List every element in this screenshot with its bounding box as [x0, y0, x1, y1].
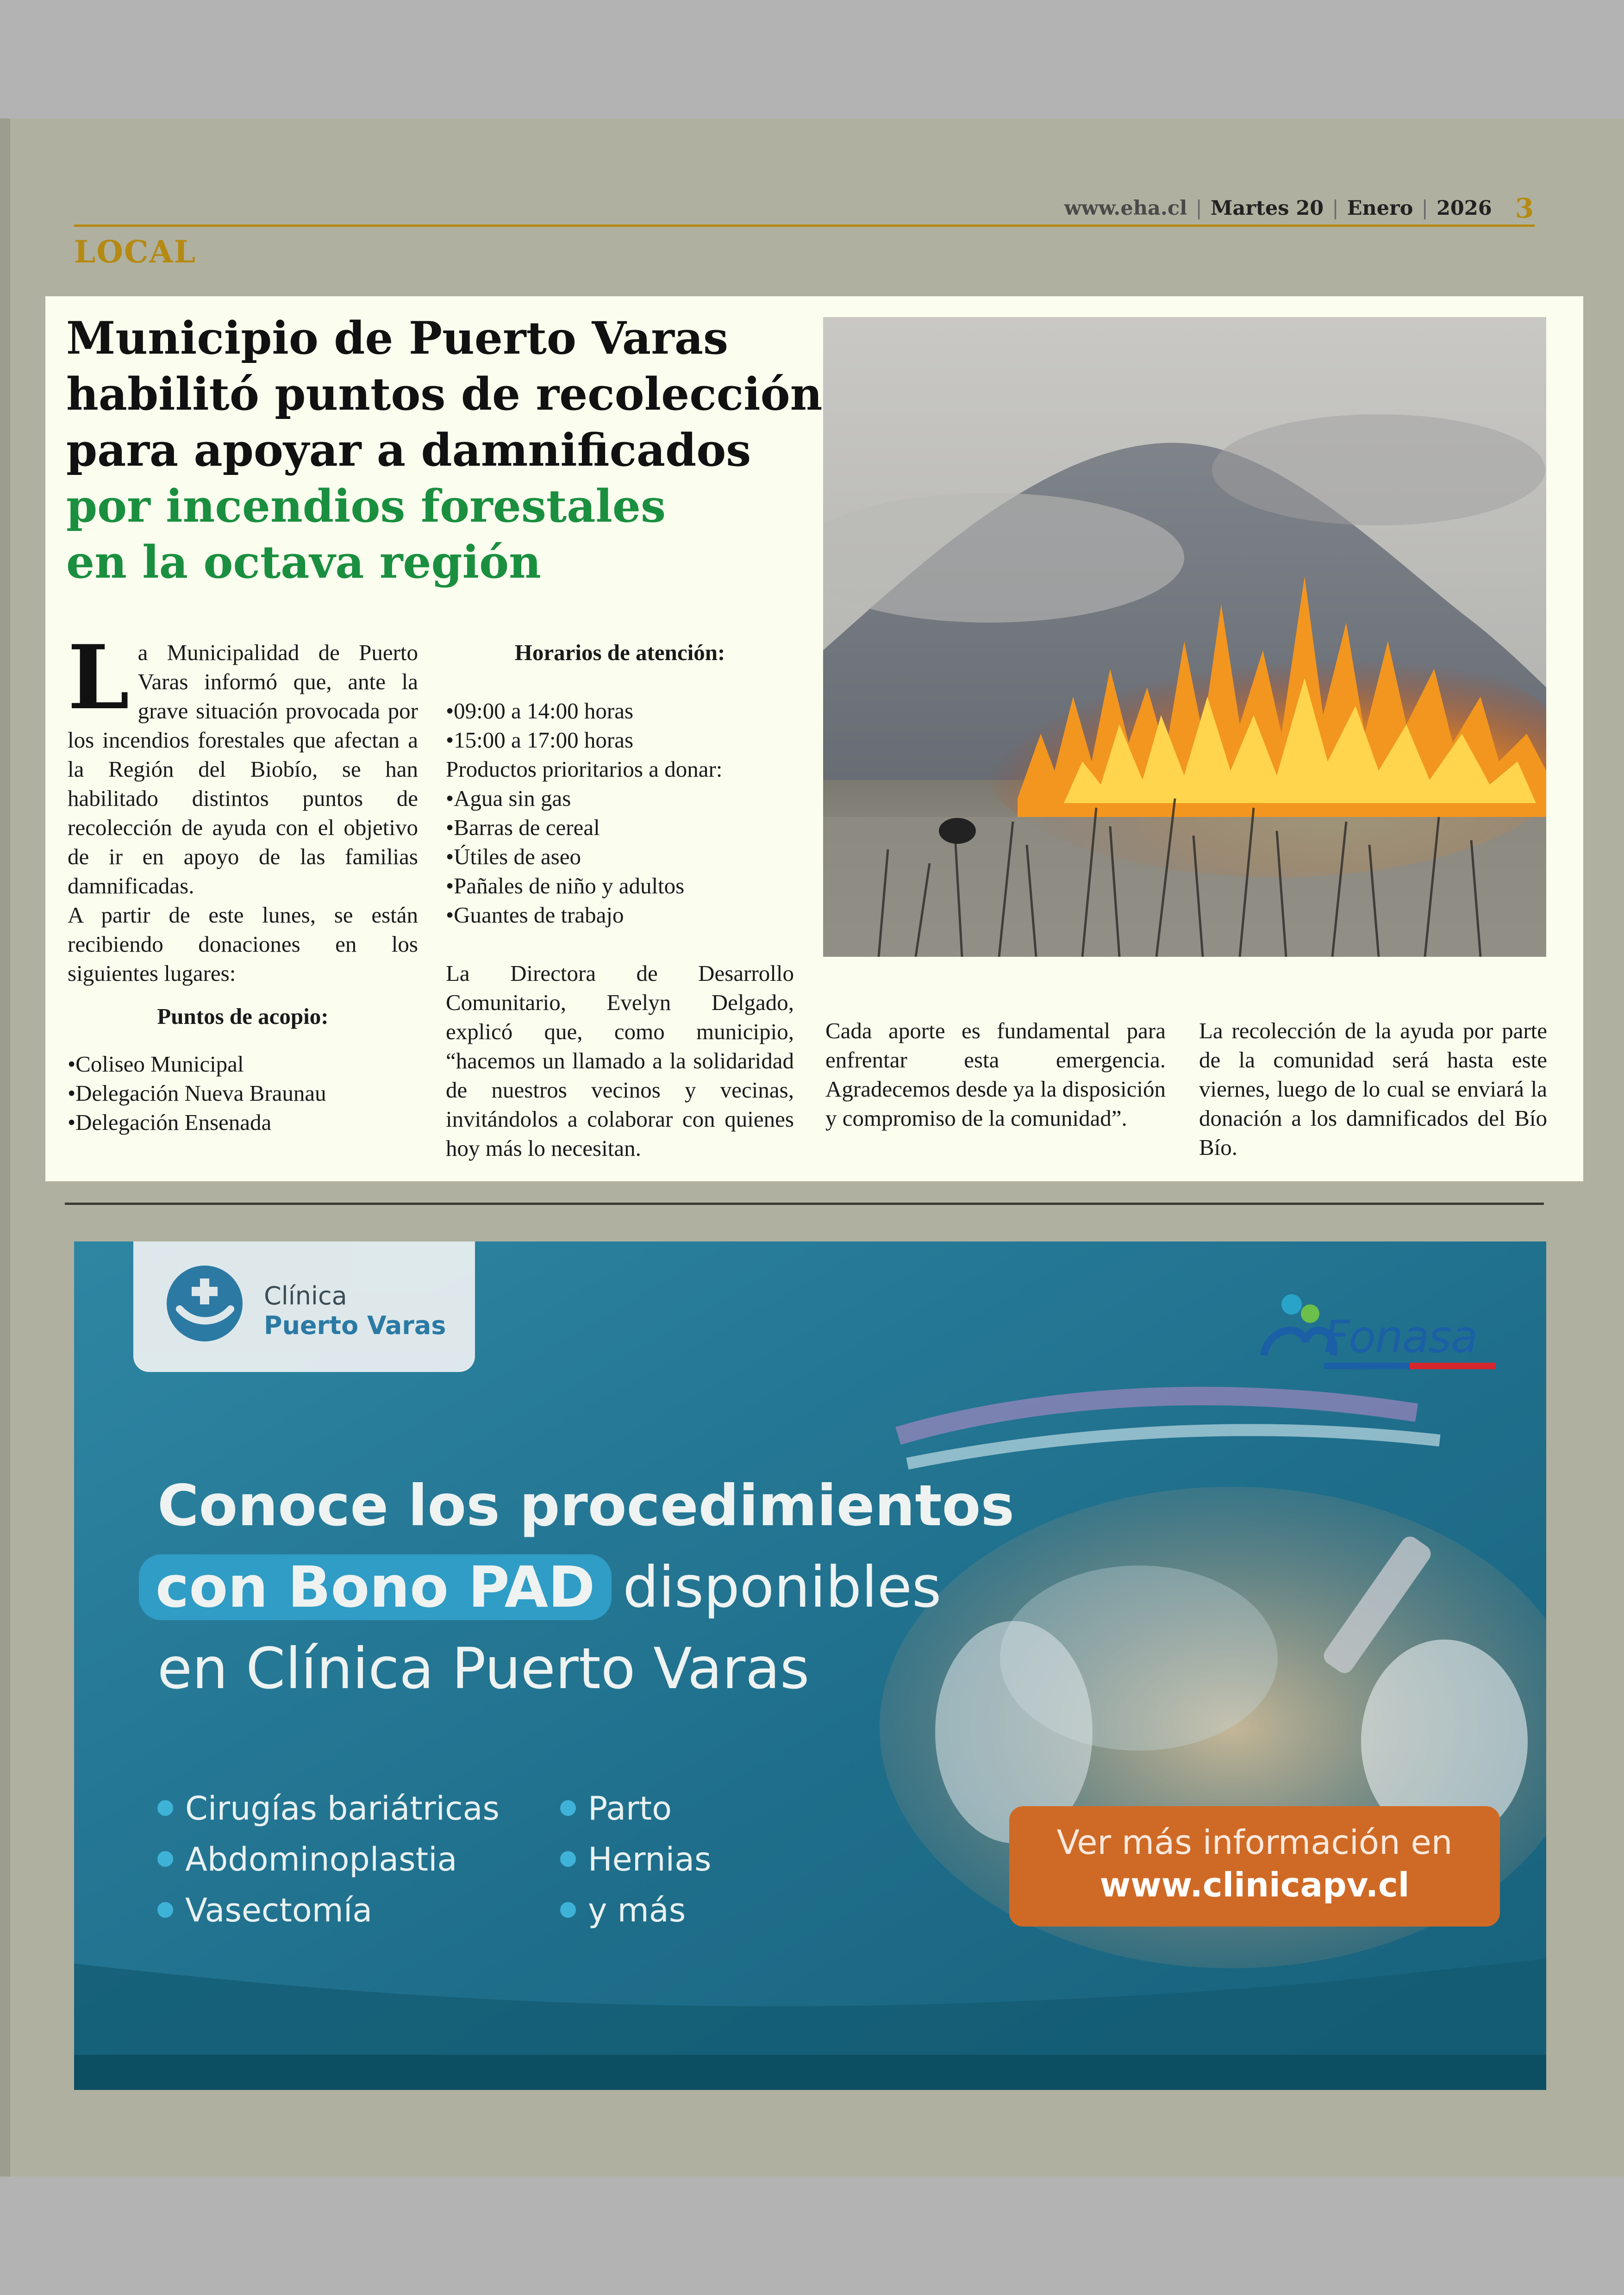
header-day: Martes 20	[1210, 197, 1324, 220]
spacer	[446, 667, 794, 696]
header-separator: |	[1332, 197, 1339, 220]
page-header	[1064, 194, 1534, 222]
producto-item: • Guantes de trabajo	[446, 900, 794, 929]
clinic-advertisement[interactable]	[74, 1241, 1546, 2090]
acopio-item: • Coliseo Municipal	[68, 1049, 418, 1079]
drop-cap: L	[68, 626, 130, 729]
spacer	[446, 929, 794, 959]
procedures-list-left	[157, 1783, 500, 1936]
article-column-4: La recolección de la ayuda por parte de la comunidad será hasta este viernes, luego de lo cual se enviará la donación a los damnificados del Bío Bío.	[1199, 1018, 1547, 1160]
article-box	[45, 296, 1583, 1181]
ad-footer-band	[74, 2055, 1546, 2090]
producto-item: • Útiles de aseo	[446, 842, 794, 871]
site-url[interactable]: www.eha.cl	[1064, 197, 1187, 220]
headline-line-green: por incendios forestales	[66, 480, 666, 532]
article-column-3: Cada aporte es fundamental para enfrentar esta emergencia. Agradecemos desde ya la disposición y compromiso de la comunidad”.	[825, 1018, 1166, 1131]
clinic-name-2: Puerto Varas	[264, 1311, 446, 1340]
procedure-label: Parto	[588, 1790, 672, 1827]
headline	[66, 310, 823, 590]
acopio-item: • Delegación Nueva Braunau	[68, 1079, 418, 1108]
bono-pad-pill: con Bono PAD	[139, 1554, 612, 1620]
bullet-dot	[157, 1851, 173, 1867]
headline-line-green: en la octava región	[66, 536, 541, 588]
ad-headline-2	[157, 1554, 941, 1620]
wildfire-photo	[823, 317, 1546, 957]
procedure-label: y más	[588, 1891, 686, 1929]
page-number: 3	[1515, 193, 1534, 224]
headline-line: Municipio de Puerto Varas	[66, 312, 729, 364]
header-separator: |	[1195, 197, 1202, 220]
intro-text: a Municipalidad de Puerto Varas informó que, ante la grave situación provocada por los incendios forestales que afectan a la Región del Biobío, se han habilitado distintos puntos de recolección de ayuda con el objetivo de ir en apoyo de las familias damnificadas.	[68, 640, 418, 898]
procedure-label: Cirugías bariátricas	[185, 1790, 500, 1827]
quote-paragraph: La Directora de Desarrollo Comunitario, Evelyn Delgado, explicó que, como municipio, “hacemos un llamado a la solidaridad de nuestros vecinos y vecinas, invitándolos a colaborar con quienes hoy más lo necesitan.	[446, 960, 794, 1161]
bullet-dot	[560, 1800, 576, 1816]
procedure-item	[157, 1783, 500, 1834]
header-month: Enero	[1347, 197, 1413, 220]
wildfire-illustration	[823, 317, 1546, 957]
procedure-label: Hernias	[588, 1840, 712, 1878]
procedure-item	[157, 1834, 500, 1885]
header-separator: |	[1421, 197, 1428, 220]
ad-headline-3: en Clínica Puerto Varas	[157, 1636, 810, 1702]
procedure-item	[560, 1834, 711, 1885]
section-label: LOCAL	[74, 234, 197, 270]
procedure-item	[560, 1885, 711, 1936]
horario-item: • 09:00 a 14:00 horas	[446, 696, 794, 725]
procedure-item	[560, 1783, 711, 1834]
producto-item: • Pañales de niño y adultos	[446, 871, 794, 900]
producto-item: • Barras de cereal	[446, 813, 794, 842]
header-year: 2026	[1436, 197, 1492, 220]
clinic-logo-card	[133, 1241, 475, 1372]
intro-paragraph	[68, 626, 418, 900]
productos-title: Productos prioritarios a donar:	[446, 756, 723, 782]
procedures-list-right	[560, 1783, 711, 1936]
clinic-logo-text	[264, 1281, 446, 1341]
ad-headline-2-rest: disponibles	[623, 1554, 942, 1620]
article-column-2	[446, 638, 794, 1163]
headline-line: habilitó puntos de recolección	[66, 368, 823, 420]
bullet-dot	[560, 1902, 576, 1918]
headline-line: para apoyar a damnificados	[66, 424, 751, 476]
header-rule	[74, 225, 1535, 227]
spacer	[68, 1031, 418, 1049]
article-column-1	[68, 626, 418, 1137]
bullet-dot	[157, 1800, 173, 1816]
spacer	[68, 988, 418, 1002]
cta-line-1: Ver más información en	[1056, 1823, 1453, 1862]
fonasa-logo-text: Fonasa	[1324, 1311, 1477, 1363]
producto-item: • Agua sin gas	[446, 784, 794, 813]
horario-item: • 15:00 a 17:00 horas	[446, 725, 794, 755]
clinic-name-1: Clínica	[264, 1281, 347, 1310]
acopio-title: Puntos de acopio:	[157, 1004, 329, 1029]
bullet-dot	[157, 1902, 173, 1918]
intro-paragraph-2: A partir de este lunes, se están recibiendo donaciones en los siguientes lugares:	[68, 902, 418, 986]
page-edge-shadow	[0, 118, 10, 2177]
procedure-label: Abdominoplastia	[185, 1840, 457, 1878]
procedure-item	[157, 1885, 500, 1936]
acopio-item: • Delegación Ensenada	[68, 1108, 418, 1137]
horarios-title: Horarios de atención:	[514, 640, 725, 665]
fonasa-flag-bar	[1324, 1363, 1495, 1369]
ad-headline-1: Conoce los procedimientos	[157, 1473, 1015, 1539]
more-info-button[interactable]	[1009, 1806, 1500, 1927]
bullet-dot	[560, 1851, 576, 1867]
clinic-website-link[interactable]: www.clinicapv.cl	[1099, 1865, 1410, 1904]
procedure-label: Vasectomía	[185, 1891, 373, 1929]
clinic-logo-icon	[166, 1265, 244, 1342]
section-divider	[65, 1203, 1544, 1205]
